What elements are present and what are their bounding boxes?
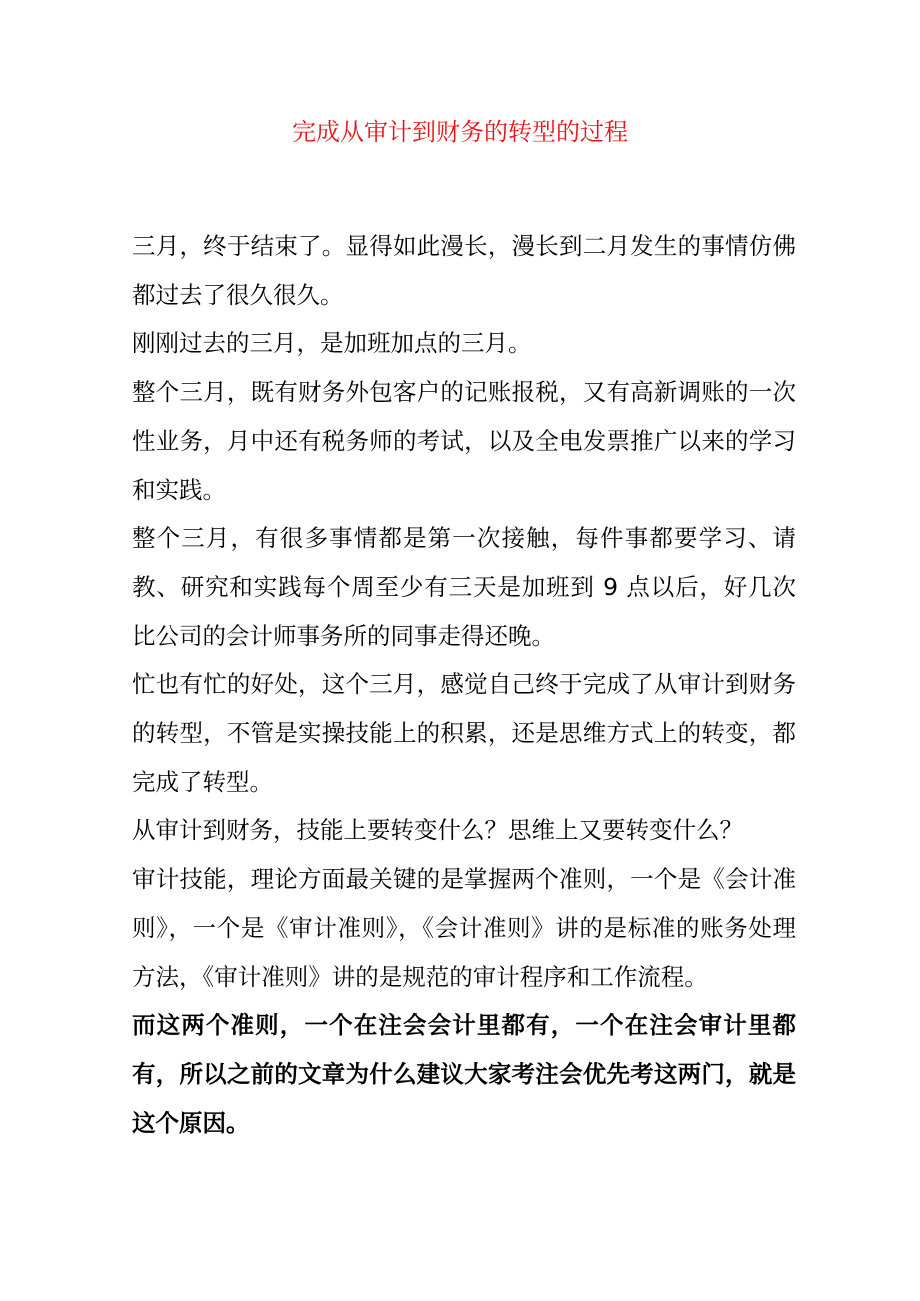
document-body	[132, 222, 796, 1147]
paragraph-4: 整个三月，有很多事情都是第一次接触，每件事都要学习、请教、研究和实践每个周至少有三天是加班到 9 点以后，好几次比公司的会计师事务所的同事走得还晚。	[132, 524, 796, 650]
paragraph-2: 刚刚过去的三月，是加班加点的三月。	[132, 329, 532, 358]
paragraph-6: 从审计到财务，技能上要转变什么？思维上又要转变什么？	[132, 816, 743, 845]
paragraph-8-bold: 而这两个准则，一个在注会会计里都有，一个在注会审计里都有，所以之前的文章为什么建议大家考注会优先考这两门，就是这个原因。	[132, 1011, 796, 1137]
paragraph-5: 忙也有忙的好处，这个三月，感觉自己终于完成了从审计到财务的转型，不管是实操技能上的积累，还是思维方式上的转变，都完成了转型。	[132, 670, 796, 796]
paragraph-7: 审计技能，理论方面最关键的是掌握两个准则，一个是《会计准则》，一个是《审计准则》，《会计准则》讲的是标准的账务处理方法，《审计准则》讲的是规范的审计程序和工作流程。	[132, 865, 796, 991]
paragraph-3: 整个三月，既有财务外包客户的记账报税，又有高新调账的一次性业务，月中还有税务师的考试，以及全电发票推广以来的学习和实践。	[132, 378, 796, 504]
document-title: 完成从审计到财务的转型的过程	[292, 118, 628, 146]
paragraph-1: 三月，终于结束了。显得如此漫长，漫长到二月发生的事情仿佛都过去了很久很久。	[132, 232, 796, 309]
